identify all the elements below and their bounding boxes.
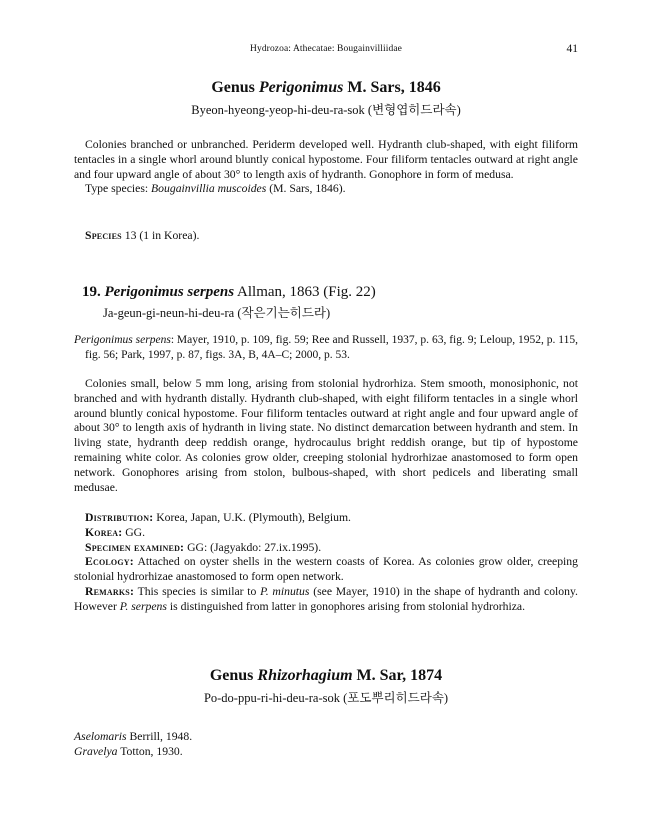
genus-name: Perigonimus (258, 79, 344, 96)
species-korean-name: Ja-geun-gi-neun-hi-deu-ra (작은기는히드라) (103, 306, 331, 320)
species-count-line: Species 13 (1 in Korea). (85, 229, 200, 242)
synonym-genus: Aselomaris Berrill, 1948. (74, 730, 193, 743)
species-description-block (74, 377, 578, 495)
remarks-paragraph: Remarks: This species is similar to P. minutus (see Mayer, 1910) in the shape of hydranth and colony. However P. serpens is distinguished from latter in gonophores arising from stolonial hydrorhiza. (74, 584, 578, 613)
genus-korean-name: Byeon-hyeong-yeop-hi-deu-ra-sok (변형엽히드라속) (191, 103, 461, 117)
genus-title: Genus Perigonimus M. Sars, 1846 (211, 79, 441, 96)
specimen-line: Specimen examined: GG: (Jagyakdo: 27.ix.1995). (85, 540, 322, 554)
korea-line: Korea: GG. (85, 525, 146, 539)
species-count-label: Species (85, 229, 122, 242)
ecology-paragraph: Ecology: Attached on oyster shells in the western coasts of Korea. As colonies grow older, creeping stolonial hydrorhizae anastomosed to form open network. (74, 555, 578, 584)
genus-description: Colonies branched or unbranched. Periderm developed well. Hydranth club-shaped, with eight filiform tentacles in a single whorl around bluntly conical hypostome. Four filiform tentacles outward at right angle and four upward angle of about 30° to length axis of hydranth. Gonophore in form of medusa. (74, 138, 578, 181)
running-head-title: Hydrozoa: Athecatae: Bougainvilliidae (250, 44, 402, 54)
distribution-line: Distribution: Korea, Japan, U.K. (Plymouth), Belgium. (85, 511, 351, 524)
genus-name-2: Rhizorhagium (257, 667, 353, 684)
species-heading (82, 283, 572, 322)
synonymy-entry: Perigonimus serpens: Mayer, 1910, p. 109, fig. 59; Ree and Russell, 1937, p. 63, fig. 9; Leloup, 1952, p. 115, fig. 56; Park, 1997, p. 87, figs. 3A, B, 4A–C; 2000, p. 53. (74, 334, 578, 361)
synonymy-block (74, 333, 578, 362)
running-head (74, 44, 578, 58)
synonym-genus: Gravelya Totton, 1930. (74, 744, 183, 758)
type-species-name: Bougainvillia muscoides (151, 182, 267, 196)
page-number: 41 (566, 43, 578, 55)
species-count-block (74, 229, 578, 244)
type-species-line: Type species: Bougainvillia muscoides (M. Sars, 1846). (85, 182, 346, 196)
species-name: Perigonimus serpens (104, 284, 235, 300)
genus-heading-rhizorhagium (74, 666, 578, 707)
synonym-genera-list (74, 730, 192, 759)
species-details-block (74, 511, 578, 615)
genus-heading-perigonimus (74, 78, 578, 119)
genus-description-block (74, 138, 578, 197)
genus-title-2: Genus Rhizorhagium M. Sar, 1874 (209, 667, 443, 684)
species-title: 19. Perigonimus serpens Allman, 1863 (Fig. 22) (82, 284, 376, 300)
species-description: Colonies small, below 5 mm long, arising from stolonial hydrorhiza. Stem smooth, monosiphonic, not branched and with hydranth distally. Hydranth club-shaped, with eight filiform tentacles in a single whorl around bluntly conical hypostome. Four filiform tentacles outward at right angle and four upward angle of about 30° to length axis of hydranth in living state. No distinct demarcation between hydranth and stem. In living state, hydranth deep reddish orange, hydrocaulus bright reddish orange, but tip of hypostome remaining white color. As colonies grow older, creeping stolonial hydrorhizae anastomosed to form open network. Gonophores arising from stolon, bulbous-shaped, with short pedicels and liberating small medusae. (74, 377, 578, 494)
genus-korean-name-2: Po-do-ppu-ri-hi-deu-ra-sok (포도뿌리히드라속) (203, 691, 449, 705)
